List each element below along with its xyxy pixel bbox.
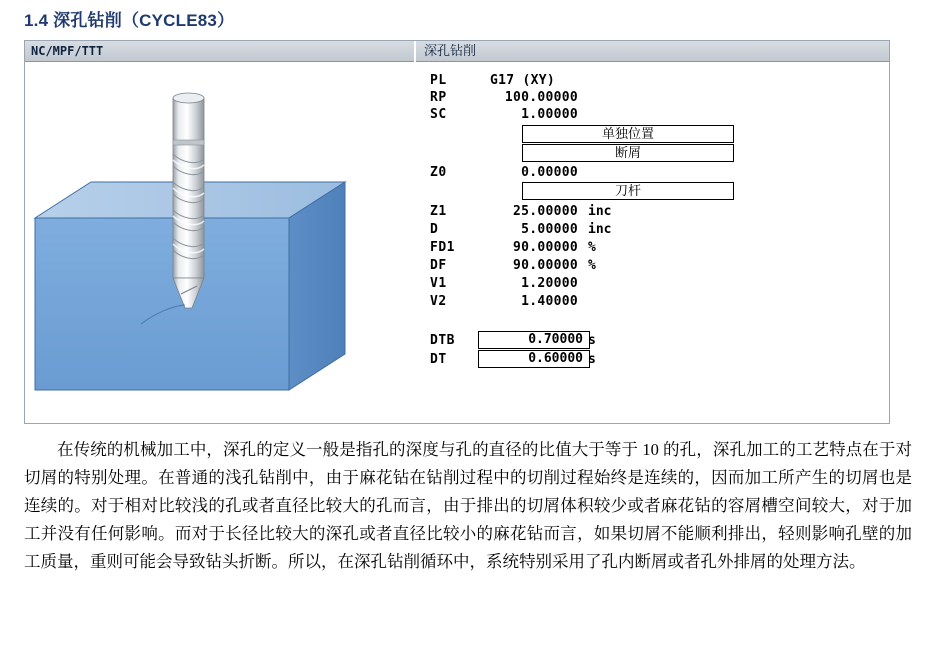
param-label-dtb: DTB [430, 333, 455, 348]
param-value-d[interactable]: 5.00000 [521, 222, 578, 237]
param-label-z0: Z0 [430, 165, 447, 180]
param-value-sc[interactable]: 1.00000 [521, 107, 578, 122]
param-value-dt[interactable]: 0.60000 [478, 350, 590, 368]
cycle83-screenshot [24, 40, 890, 424]
param-value-dtb[interactable]: 0.70000 [478, 331, 590, 349]
param-label-df: DF [430, 258, 447, 273]
param-value-df[interactable]: 90.00000 [512, 258, 578, 273]
param-unit-dtb: s [588, 333, 596, 348]
param-label-v2: V2 [430, 294, 447, 309]
param-unit-d: inc [588, 222, 612, 237]
drilling-illustration [25, 62, 412, 423]
param-label-pl: PL [430, 73, 447, 88]
param-unit-dt: s [588, 352, 596, 367]
body-paragraph: 在传统的机械加工中，深孔的定义一般是指孔的深度与孔的直径的比值大于等于 10 的孔，深孔加工的工艺特点在于对切屑的特别处理。在普通的浅孔钻削中，由于麻花钻在钻削过程中的切削过程始终是连续的，因而加工所产生的切屑也是连续的。对于相对比较浅的孔或者直径比较大的孔而言，由于排出的切屑体积较少或者麻花钻的容屑槽空间较大，对于加工并没有任何影响。而对于长径比较大的深孔或者直径比较小的麻花钻而言，如果切屑不能顺利排出，轻则影响孔壁的加工质量，重则可能会导致钻头折断。所以，在深孔钻削循环中，系统特别采用了孔内断屑或者孔外排屑的处理方法。 [24, 440, 912, 571]
param-unit-fd1: % [588, 240, 596, 255]
param-label-fd1: FD1 [430, 240, 455, 255]
param-value-pl[interactable]: G17 (XY) [490, 73, 556, 88]
param-label-dt: DT [430, 352, 447, 367]
dialog-title: 深孔钻削 [416, 41, 890, 62]
param-label-sc: SC [430, 107, 447, 122]
section-heading: 1.4 深孔钻削（CYCLE83） [24, 11, 235, 30]
parameter-panel [416, 62, 890, 423]
param-label-d: D [430, 222, 439, 237]
param-label-rp: RP [430, 90, 447, 105]
param-label-v1: V1 [430, 276, 447, 291]
param-value-rp[interactable]: 100.00000 [504, 90, 578, 105]
param-unit-z1: inc [588, 204, 612, 219]
param-value-z1[interactable]: 25.00000 [512, 204, 578, 219]
nc-path-title: NC/MPF/TTT [25, 41, 414, 62]
param-label-z1: Z1 [430, 204, 447, 219]
param-unit-df: % [588, 258, 596, 273]
param-select-chip-mode[interactable]: 断屑 [522, 144, 734, 162]
param-value-z0[interactable]: 0.00000 [521, 165, 578, 180]
param-value-v1[interactable]: 1.20000 [521, 276, 578, 291]
param-value-v2[interactable]: 1.40000 [521, 294, 578, 309]
param-select-tool-shank[interactable]: 刀杆 [522, 182, 734, 200]
param-select-position-mode[interactable]: 单独位置 [522, 125, 734, 143]
param-value-fd1[interactable]: 90.00000 [512, 240, 578, 255]
